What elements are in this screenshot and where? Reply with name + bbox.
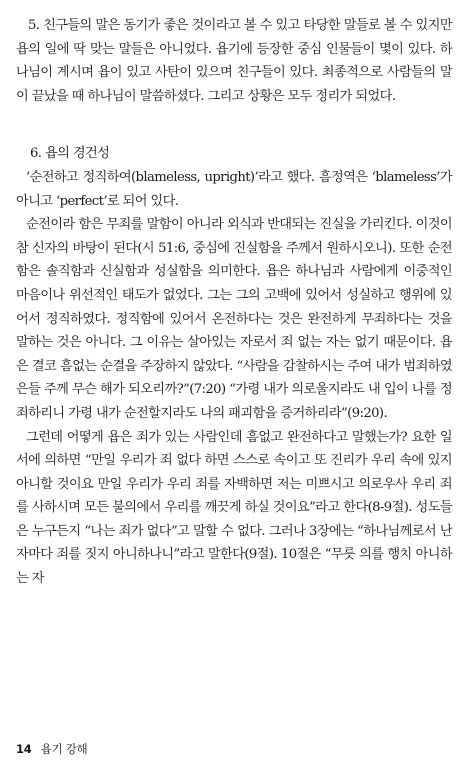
paragraph-first-john: 그런데 어떻게 욥은 죄가 있는 사람인데 흠없고 완전하다고 말했는가? 요한 일서에 의하면 “만일 우리가 죄 없다 하면 스스로 속이고 또 진리가 우리 속에 있지 아니할 것이요 만일 우리가 우리 죄를 자백하면 저는 미쁘시고 의로우사 우리 죄를 사하시며 모든 불의에서 우리를 깨끗게 하실 것이요”라고 한다(8-9절). 성도들은 누구든지 “나는 죄가 없다”고 말할 수 없다. 그러나 3장에는 “하나님께로서 난 자마다 죄를 짓지 아니하나니”라고 말한다(9절). 10절은 “무릇 의를 행치 아니하는 자 <box>16 429 452 587</box>
paragraph-blameless: ‘순전하고 정직하여(blameless, upright)’라고 했다. 흠정역은 ‘blameless’가 아니고 ‘perfect’로 되어 있다. <box>16 169 452 209</box>
section-heading: 6. 욥의 경건성 <box>30 146 110 162</box>
paragraph-sincerity: 순전이라 함은 무죄를 말함이 아니라 외식과 반대되는 진실을 가리킨다. 이것이 참 신자의 바탕이 된다(시 51:6, 중심에 진실함을 주께서 원하시오니). 또한 순전함은 솔직함과 신실함과 성실함을 의미한다. 욥은 하나님과 사람에게 이중적인 마음이나 위선적인 태도가 없었다. 그는 그의 고백에 있어서 성실하고 행위에 있어서 정직하였다. 정직함에 있어서 온전하다는 것은 완전하게 무죄하다는 것을 말하는 것은 아니다. 그 이유는 살아있는 자로서 죄 없는 자는 없기 때문이다. 욥은 결코 흠없는 순결을 주장하지 않았다. “사람을 감찰하시는 주여 내가 범죄하였은들 주께 무슨 해가 되오리까?”(7:20) “가령 내가 의로울지라도 내 입이 나를 정죄하리니 가령 내가 순전할지라도 나의 패괴함을 증거하리라”(9:20). <box>16 217 452 421</box>
page-footer <box>16 738 87 762</box>
running-title: 욥기 강해 <box>40 742 88 756</box>
section-spacer <box>16 108 452 142</box>
page-number: 14 <box>16 742 32 756</box>
paragraph-friends-words: 5. 친구들의 말은 동기가 좋은 것이라고 볼 수 있고 타당한 말들로 볼 수 있지만 욥의 일에 딱 맞는 말들은 아니었다. 욥기에 등장한 중심 인물들이 몇이 있다. 하나님이 계시며 욥이 있고 사탄이 있으며 친구들이 있다. 최종적으로 사람들의 말이 끝났을 때 하나님이 말씀하셨다. 그리고 상황은 모두 정리가 되었다. <box>16 18 452 104</box>
